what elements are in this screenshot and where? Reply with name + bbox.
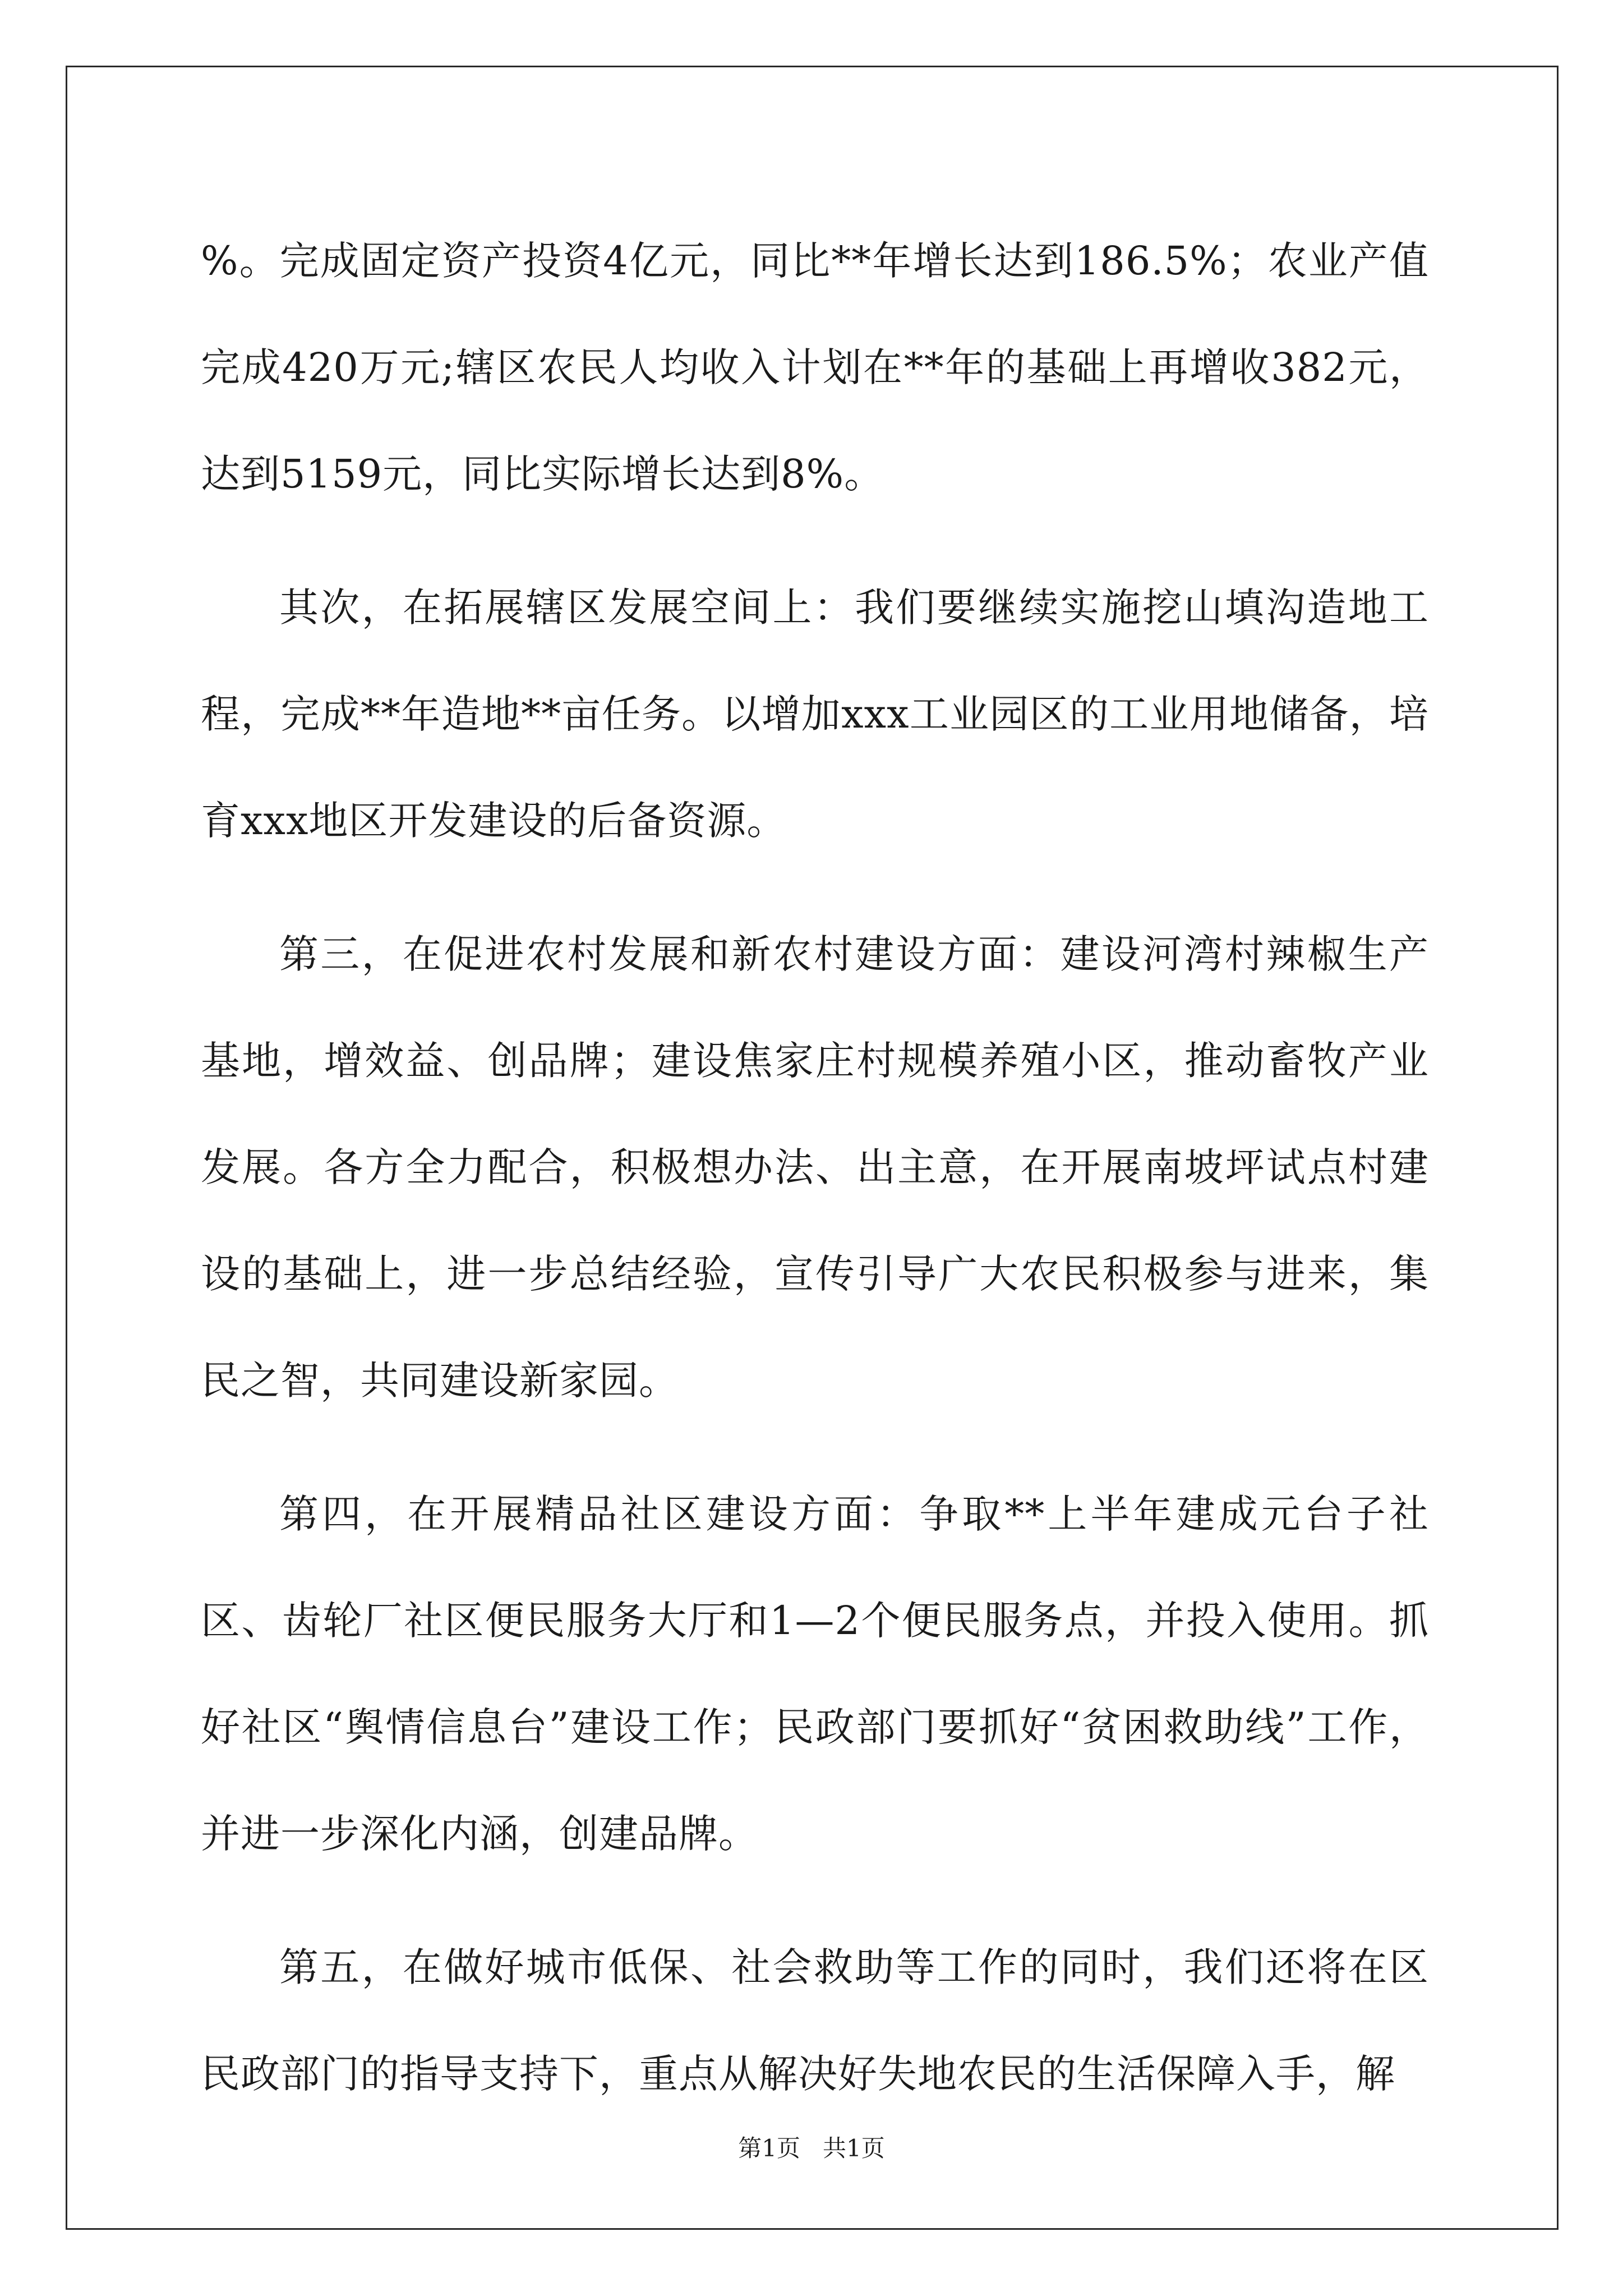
paragraph-2: 其次，在拓展辖区发展空间上：我们要继续实施挖山填沟造地工程，完成**年造地**亩任务。以增加xxx工业园区的工业用地储备，培育xxx地区开发建设的后备资源。 bbox=[201, 585, 1429, 844]
paragraph-5: 第五，在做好城市低保、社会救助等工作的同时，我们还将在区民政部门的指导支持下，重点从解决好失地农民的生活保障入手，解 bbox=[201, 1944, 1429, 2097]
page-footer: 第1页 共1页 bbox=[738, 2134, 885, 2162]
paragraph-3: 第三，在促进农村发展和新农村建设方面：建设河湾村辣椒生产基地，增效益、创品牌；建设焦家庄村规模养殖小区，推动畜牧产业发展。各方全力配合，积极想办法、出主意，在开展南坡坪试点村建设的基础上，进一步总结经验，宣传引导广大农民积极参与进来，集民之智，共同建设新家园。 bbox=[201, 931, 1429, 1404]
paragraph-4: 第四，在开展精品社区建设方面：争取**上半年建成元台子社区、齿轮厂社区便民服务大厅和1—2个便民服务点，并投入使用。抓好社区“舆情信息台”建设工作；民政部门要抓好“贫困救助线”工作，并进一步深化内涵，创建品牌。 bbox=[201, 1491, 1429, 1857]
document-body bbox=[201, 208, 1429, 2154]
paragraph-1: %。完成固定资产投资4亿元，同比**年增长达到186.5%；农业产值完成420万元;辖区农民人均收入计划在**年的基础上再增收382元，达到5159元，同比实际增长达到8%。 bbox=[201, 238, 1429, 497]
